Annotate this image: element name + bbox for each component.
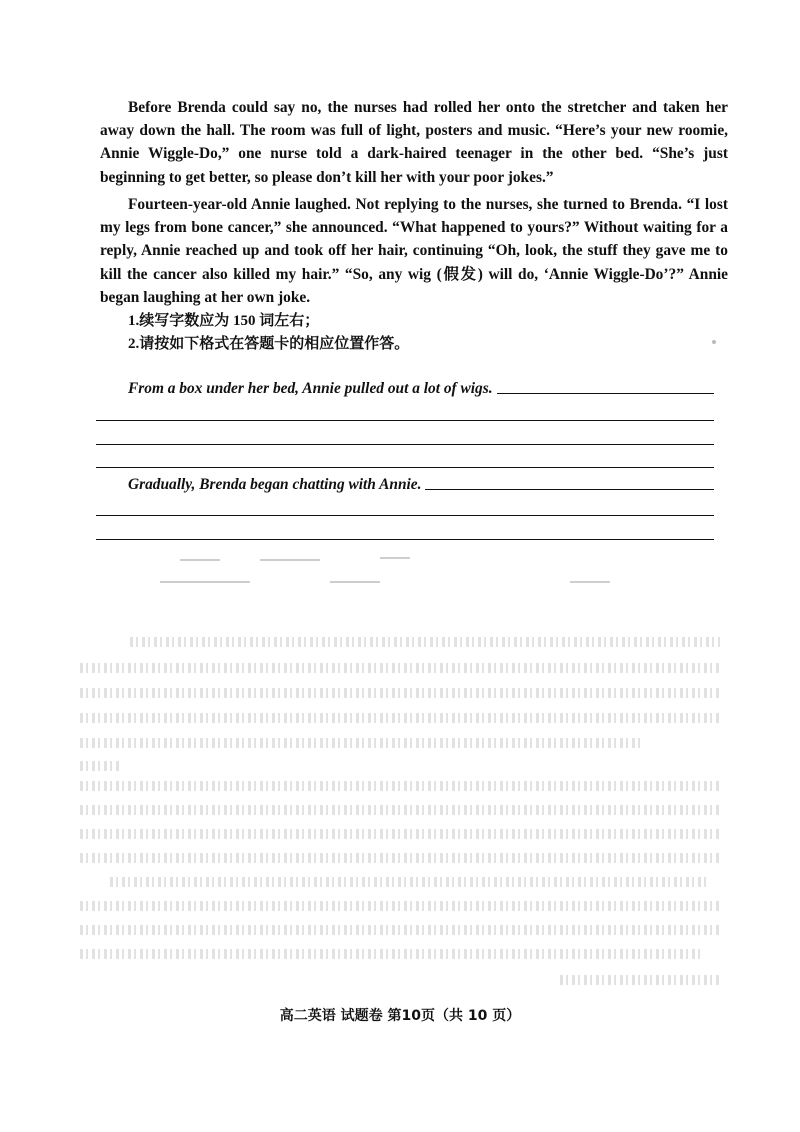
smudge <box>160 581 250 583</box>
requirement-word-count: 1.续写字数应为 150 词左右； <box>128 313 320 329</box>
requirement-format: 2.请按如下格式在答题卡的相应位置作答。 <box>128 336 410 352</box>
mirrored-text-line <box>80 853 720 863</box>
mirrored-text-line <box>80 901 720 911</box>
smudge <box>380 557 410 559</box>
answer-line <box>497 393 714 394</box>
mirrored-text-line <box>80 781 720 791</box>
mirrored-text-line <box>80 925 720 935</box>
mirrored-text-line <box>110 877 710 887</box>
page-footer: 高二英语 试题卷 第10页（共 10 页） <box>279 1008 521 1024</box>
mirrored-text-line <box>80 829 720 839</box>
answer-line <box>96 420 714 421</box>
mirrored-text-line <box>80 949 700 959</box>
continuation-prompt-2 <box>128 476 714 494</box>
continuation-prompt-1 <box>128 380 714 398</box>
mirrored-text-line <box>80 713 720 723</box>
answer-line <box>96 539 714 540</box>
mirrored-text-line <box>80 805 720 815</box>
mirrored-text-line <box>80 761 120 771</box>
smudge <box>570 581 610 583</box>
answer-line <box>96 467 714 468</box>
mirrored-text-line <box>130 637 720 647</box>
mirrored-text-line <box>80 738 640 748</box>
mirrored-text-line <box>80 663 720 673</box>
answer-line <box>96 444 714 445</box>
story-paragraph-1: Before Brenda could say no, the nurses had rolled her onto the stretcher and taken her away down the hall. The room was full of light, posters and music. “Here’s your new roomie, Annie Wiggle-Do,” one nurse told a dark-haired teenager in the other bed. “She’s just beginning to get better, so please don’t kill her with your poor jokes.” <box>100 99 728 186</box>
scan-speck <box>712 340 716 344</box>
bleed-through-text <box>80 545 740 1005</box>
smudge <box>180 559 220 561</box>
story-paragraph-2: Fourteen-year-old Annie laughed. Not replying to the nurses, she turned to Brenda. “I lost my legs from bone cancer,” she announced. “What happened to yours?” Without waiting for a reply, Annie reached up and took off her hair, continuing “Oh, look, the stuff they gave me to kill the cancer also killed my hair.” “So, any wig (假发) will do, ‘Annie Wiggle-Do’?” Annie began laughing at her own joke. <box>100 196 728 306</box>
mirrored-text-line <box>80 688 720 698</box>
prompt-sentence-2: Gradually, Brenda began chatting with Annie. <box>128 476 422 493</box>
answer-line <box>425 489 714 490</box>
answer-line <box>96 515 714 516</box>
prompt-sentence-1: From a box under her bed, Annie pulled out a lot of wigs. <box>128 380 493 397</box>
smudge <box>330 581 380 583</box>
smudge <box>260 559 320 561</box>
mirrored-text-line <box>560 975 720 985</box>
